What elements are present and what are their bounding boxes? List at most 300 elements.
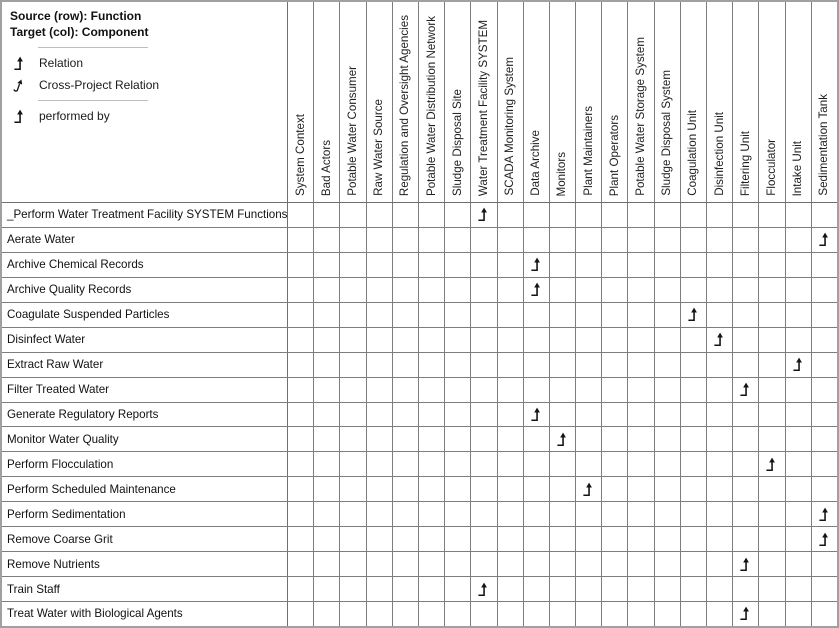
- matrix-cell[interactable]: [628, 403, 654, 427]
- matrix-cell[interactable]: [655, 403, 681, 427]
- matrix-cell[interactable]: [288, 228, 314, 252]
- matrix-cell[interactable]: [655, 353, 681, 377]
- matrix-cell[interactable]: [550, 403, 576, 427]
- matrix-cell[interactable]: [445, 378, 471, 402]
- matrix-cell[interactable]: [602, 328, 628, 352]
- matrix-cell[interactable]: [550, 203, 576, 227]
- matrix-cell[interactable]: [628, 353, 654, 377]
- matrix-cell[interactable]: [288, 378, 314, 402]
- matrix-cell[interactable]: [759, 203, 785, 227]
- matrix-cell[interactable]: [812, 552, 837, 576]
- matrix-cell[interactable]: [550, 577, 576, 601]
- column-header[interactable]: [733, 2, 759, 202]
- matrix-cell[interactable]: [759, 278, 785, 302]
- matrix-cell[interactable]: [759, 427, 785, 451]
- matrix-cell[interactable]: [576, 552, 602, 576]
- matrix-cell[interactable]: [498, 278, 524, 302]
- matrix-cell[interactable]: [812, 602, 837, 626]
- matrix-cell[interactable]: [471, 203, 497, 227]
- matrix-cell[interactable]: [602, 303, 628, 327]
- matrix-cell[interactable]: [602, 278, 628, 302]
- matrix-cell[interactable]: [288, 552, 314, 576]
- matrix-cell[interactable]: [393, 477, 419, 501]
- matrix-cell[interactable]: [393, 602, 419, 626]
- matrix-cell[interactable]: [812, 477, 837, 501]
- matrix-cell[interactable]: [655, 527, 681, 551]
- row-label[interactable]: Filter Treated Water: [2, 378, 288, 402]
- matrix-cell[interactable]: [471, 577, 497, 601]
- row-label[interactable]: Monitor Water Quality: [2, 427, 288, 451]
- matrix-cell[interactable]: [576, 328, 602, 352]
- column-header[interactable]: [655, 2, 681, 202]
- matrix-cell[interactable]: [498, 427, 524, 451]
- matrix-cell[interactable]: [340, 427, 366, 451]
- matrix-cell[interactable]: [786, 477, 812, 501]
- matrix-cell[interactable]: [288, 303, 314, 327]
- row-label[interactable]: Perform Sedimentation: [2, 502, 288, 526]
- matrix-cell[interactable]: [314, 328, 340, 352]
- matrix-cell[interactable]: [419, 303, 445, 327]
- matrix-cell[interactable]: [367, 577, 393, 601]
- matrix-cell[interactable]: [314, 527, 340, 551]
- matrix-cell[interactable]: [707, 602, 733, 626]
- matrix-cell[interactable]: [786, 278, 812, 302]
- matrix-cell[interactable]: [786, 328, 812, 352]
- matrix-cell[interactable]: [524, 502, 550, 526]
- matrix-cell[interactable]: [655, 427, 681, 451]
- matrix-cell[interactable]: [576, 477, 602, 501]
- matrix-cell[interactable]: [314, 303, 340, 327]
- matrix-cell[interactable]: [550, 228, 576, 252]
- matrix-cell[interactable]: [602, 378, 628, 402]
- column-header[interactable]: [367, 2, 393, 202]
- matrix-cell[interactable]: [288, 403, 314, 427]
- matrix-cell[interactable]: [524, 328, 550, 352]
- matrix-cell[interactable]: [393, 303, 419, 327]
- matrix-cell[interactable]: [733, 477, 759, 501]
- matrix-cell[interactable]: [367, 328, 393, 352]
- matrix-cell[interactable]: [681, 228, 707, 252]
- matrix-cell[interactable]: [445, 577, 471, 601]
- matrix-cell[interactable]: [602, 502, 628, 526]
- matrix-cell[interactable]: [628, 228, 654, 252]
- matrix-cell[interactable]: [655, 552, 681, 576]
- matrix-cell[interactable]: [340, 602, 366, 626]
- matrix-cell[interactable]: [524, 577, 550, 601]
- matrix-cell[interactable]: [393, 552, 419, 576]
- matrix-cell[interactable]: [314, 203, 340, 227]
- matrix-cell[interactable]: [471, 253, 497, 277]
- matrix-cell[interactable]: [314, 577, 340, 601]
- matrix-cell[interactable]: [393, 577, 419, 601]
- matrix-cell[interactable]: [759, 602, 785, 626]
- matrix-cell[interactable]: [445, 353, 471, 377]
- column-header[interactable]: [393, 2, 419, 202]
- matrix-cell[interactable]: [471, 477, 497, 501]
- matrix-cell[interactable]: [759, 477, 785, 501]
- matrix-cell[interactable]: [628, 303, 654, 327]
- matrix-cell[interactable]: [393, 427, 419, 451]
- matrix-cell[interactable]: [471, 278, 497, 302]
- matrix-cell[interactable]: [471, 427, 497, 451]
- matrix-cell[interactable]: [393, 228, 419, 252]
- matrix-cell[interactable]: [288, 527, 314, 551]
- matrix-cell[interactable]: [314, 502, 340, 526]
- matrix-cell[interactable]: [445, 502, 471, 526]
- matrix-cell[interactable]: [681, 427, 707, 451]
- matrix-cell[interactable]: [471, 378, 497, 402]
- matrix-cell[interactable]: [498, 303, 524, 327]
- matrix-cell[interactable]: [340, 328, 366, 352]
- matrix-cell[interactable]: [419, 552, 445, 576]
- matrix-cell[interactable]: [314, 353, 340, 377]
- matrix-cell[interactable]: [628, 278, 654, 302]
- matrix-cell[interactable]: [576, 278, 602, 302]
- matrix-cell[interactable]: [340, 502, 366, 526]
- matrix-cell[interactable]: [419, 602, 445, 626]
- matrix-cell[interactable]: [524, 228, 550, 252]
- matrix-cell[interactable]: [812, 303, 837, 327]
- matrix-cell[interactable]: [602, 602, 628, 626]
- matrix-cell[interactable]: [445, 203, 471, 227]
- matrix-cell[interactable]: [393, 328, 419, 352]
- column-header[interactable]: [445, 2, 471, 202]
- matrix-cell[interactable]: [367, 228, 393, 252]
- matrix-cell[interactable]: [550, 502, 576, 526]
- matrix-cell[interactable]: [733, 228, 759, 252]
- matrix-cell[interactable]: [602, 577, 628, 601]
- matrix-cell[interactable]: [445, 228, 471, 252]
- matrix-cell[interactable]: [812, 328, 837, 352]
- matrix-cell[interactable]: [655, 378, 681, 402]
- row-label[interactable]: Train Staff: [2, 577, 288, 601]
- matrix-cell[interactable]: [419, 403, 445, 427]
- matrix-cell[interactable]: [576, 228, 602, 252]
- matrix-cell[interactable]: [812, 228, 837, 252]
- matrix-cell[interactable]: [759, 303, 785, 327]
- matrix-cell[interactable]: [550, 427, 576, 451]
- matrix-cell[interactable]: [471, 403, 497, 427]
- matrix-cell[interactable]: [628, 552, 654, 576]
- matrix-cell[interactable]: [288, 253, 314, 277]
- column-header[interactable]: [550, 2, 576, 202]
- row-label[interactable]: Perform Flocculation: [2, 452, 288, 476]
- column-header[interactable]: [524, 2, 550, 202]
- matrix-cell[interactable]: [655, 303, 681, 327]
- matrix-cell[interactable]: [681, 552, 707, 576]
- matrix-cell[interactable]: [471, 303, 497, 327]
- matrix-cell[interactable]: [786, 577, 812, 601]
- matrix-cell[interactable]: [340, 452, 366, 476]
- matrix-cell[interactable]: [314, 403, 340, 427]
- matrix-cell[interactable]: [655, 577, 681, 601]
- matrix-cell[interactable]: [759, 253, 785, 277]
- matrix-cell[interactable]: [550, 552, 576, 576]
- matrix-cell[interactable]: [786, 452, 812, 476]
- matrix-cell[interactable]: [498, 602, 524, 626]
- row-label[interactable]: Extract Raw Water: [2, 353, 288, 377]
- matrix-cell[interactable]: [655, 203, 681, 227]
- matrix-cell[interactable]: [759, 527, 785, 551]
- matrix-cell[interactable]: [733, 378, 759, 402]
- matrix-cell[interactable]: [602, 527, 628, 551]
- matrix-cell[interactable]: [681, 477, 707, 501]
- matrix-cell[interactable]: [288, 427, 314, 451]
- matrix-cell[interactable]: [550, 378, 576, 402]
- matrix-cell[interactable]: [471, 502, 497, 526]
- matrix-cell[interactable]: [340, 228, 366, 252]
- matrix-cell[interactable]: [655, 278, 681, 302]
- matrix-cell[interactable]: [498, 527, 524, 551]
- matrix-cell[interactable]: [733, 328, 759, 352]
- matrix-cell[interactable]: [367, 452, 393, 476]
- row-label[interactable]: Remove Coarse Grit: [2, 527, 288, 551]
- matrix-cell[interactable]: [812, 203, 837, 227]
- matrix-cell[interactable]: [524, 552, 550, 576]
- column-header[interactable]: [576, 2, 602, 202]
- column-header[interactable]: [419, 2, 445, 202]
- matrix-cell[interactable]: [628, 602, 654, 626]
- matrix-cell[interactable]: [419, 577, 445, 601]
- matrix-cell[interactable]: [367, 502, 393, 526]
- matrix-cell[interactable]: [786, 502, 812, 526]
- matrix-cell[interactable]: [314, 602, 340, 626]
- row-label[interactable]: Treat Water with Biological Agents: [2, 602, 288, 626]
- matrix-cell[interactable]: [812, 278, 837, 302]
- matrix-cell[interactable]: [681, 577, 707, 601]
- matrix-cell[interactable]: [367, 427, 393, 451]
- matrix-cell[interactable]: [759, 378, 785, 402]
- matrix-cell[interactable]: [445, 602, 471, 626]
- matrix-cell[interactable]: [812, 502, 837, 526]
- matrix-cell[interactable]: [524, 378, 550, 402]
- matrix-cell[interactable]: [288, 328, 314, 352]
- matrix-cell[interactable]: [524, 253, 550, 277]
- matrix-cell[interactable]: [550, 278, 576, 302]
- matrix-cell[interactable]: [733, 253, 759, 277]
- row-label[interactable]: _Perform Water Treatment Facility SYSTEM Functions: [2, 203, 288, 227]
- matrix-cell[interactable]: [733, 577, 759, 601]
- matrix-cell[interactable]: [602, 427, 628, 451]
- matrix-cell[interactable]: [733, 278, 759, 302]
- matrix-cell[interactable]: [655, 253, 681, 277]
- matrix-cell[interactable]: [314, 477, 340, 501]
- row-label[interactable]: Archive Quality Records: [2, 278, 288, 302]
- matrix-cell[interactable]: [655, 502, 681, 526]
- matrix-cell[interactable]: [759, 577, 785, 601]
- row-label[interactable]: Perform Scheduled Maintenance: [2, 477, 288, 501]
- column-header[interactable]: [707, 2, 733, 202]
- matrix-cell[interactable]: [367, 353, 393, 377]
- matrix-cell[interactable]: [576, 353, 602, 377]
- matrix-cell[interactable]: [602, 253, 628, 277]
- matrix-cell[interactable]: [550, 452, 576, 476]
- matrix-cell[interactable]: [393, 452, 419, 476]
- matrix-cell[interactable]: [786, 403, 812, 427]
- matrix-cell[interactable]: [812, 253, 837, 277]
- matrix-cell[interactable]: [367, 552, 393, 576]
- row-label[interactable]: Remove Nutrients: [2, 552, 288, 576]
- matrix-cell[interactable]: [812, 403, 837, 427]
- row-label[interactable]: Generate Regulatory Reports: [2, 403, 288, 427]
- matrix-cell[interactable]: [628, 378, 654, 402]
- matrix-cell[interactable]: [445, 328, 471, 352]
- matrix-cell[interactable]: [419, 502, 445, 526]
- matrix-cell[interactable]: [786, 427, 812, 451]
- matrix-cell[interactable]: [498, 253, 524, 277]
- column-header[interactable]: [314, 2, 340, 202]
- matrix-cell[interactable]: [445, 303, 471, 327]
- matrix-cell[interactable]: [628, 452, 654, 476]
- matrix-cell[interactable]: [419, 278, 445, 302]
- matrix-cell[interactable]: [550, 602, 576, 626]
- matrix-cell[interactable]: [576, 403, 602, 427]
- matrix-cell[interactable]: [812, 452, 837, 476]
- matrix-cell[interactable]: [576, 203, 602, 227]
- matrix-cell[interactable]: [471, 328, 497, 352]
- column-header[interactable]: [471, 2, 497, 202]
- matrix-cell[interactable]: [602, 353, 628, 377]
- matrix-cell[interactable]: [550, 477, 576, 501]
- matrix-cell[interactable]: [786, 378, 812, 402]
- matrix-cell[interactable]: [550, 253, 576, 277]
- matrix-cell[interactable]: [314, 228, 340, 252]
- row-label[interactable]: Disinfect Water: [2, 328, 288, 352]
- matrix-cell[interactable]: [393, 527, 419, 551]
- matrix-cell[interactable]: [314, 552, 340, 576]
- matrix-cell[interactable]: [524, 602, 550, 626]
- matrix-cell[interactable]: [759, 328, 785, 352]
- matrix-cell[interactable]: [340, 577, 366, 601]
- matrix-cell[interactable]: [759, 228, 785, 252]
- matrix-cell[interactable]: [393, 253, 419, 277]
- matrix-cell[interactable]: [367, 278, 393, 302]
- matrix-cell[interactable]: [419, 203, 445, 227]
- matrix-cell[interactable]: [498, 403, 524, 427]
- matrix-cell[interactable]: [550, 328, 576, 352]
- matrix-cell[interactable]: [419, 328, 445, 352]
- matrix-cell[interactable]: [786, 527, 812, 551]
- matrix-cell[interactable]: [393, 203, 419, 227]
- matrix-cell[interactable]: [786, 253, 812, 277]
- matrix-cell[interactable]: [681, 602, 707, 626]
- matrix-cell[interactable]: [733, 303, 759, 327]
- column-header[interactable]: [759, 2, 785, 202]
- matrix-cell[interactable]: [288, 278, 314, 302]
- matrix-cell[interactable]: [498, 502, 524, 526]
- matrix-cell[interactable]: [288, 502, 314, 526]
- matrix-cell[interactable]: [628, 253, 654, 277]
- row-label[interactable]: Archive Chemical Records: [2, 253, 288, 277]
- matrix-cell[interactable]: [393, 378, 419, 402]
- matrix-cell[interactable]: [445, 427, 471, 451]
- matrix-cell[interactable]: [707, 452, 733, 476]
- matrix-cell[interactable]: [445, 253, 471, 277]
- matrix-cell[interactable]: [524, 477, 550, 501]
- matrix-cell[interactable]: [340, 477, 366, 501]
- matrix-cell[interactable]: [498, 452, 524, 476]
- matrix-cell[interactable]: [759, 403, 785, 427]
- matrix-cell[interactable]: [340, 403, 366, 427]
- matrix-cell[interactable]: [288, 353, 314, 377]
- matrix-cell[interactable]: [812, 577, 837, 601]
- column-header[interactable]: [786, 2, 812, 202]
- matrix-cell[interactable]: [786, 353, 812, 377]
- column-header[interactable]: [628, 2, 654, 202]
- matrix-cell[interactable]: [681, 403, 707, 427]
- matrix-cell[interactable]: [576, 427, 602, 451]
- matrix-cell[interactable]: [445, 552, 471, 576]
- matrix-cell[interactable]: [498, 228, 524, 252]
- matrix-cell[interactable]: [419, 527, 445, 551]
- matrix-cell[interactable]: [498, 353, 524, 377]
- matrix-cell[interactable]: [602, 452, 628, 476]
- matrix-cell[interactable]: [786, 203, 812, 227]
- matrix-cell[interactable]: [498, 378, 524, 402]
- matrix-cell[interactable]: [419, 452, 445, 476]
- column-header[interactable]: [288, 2, 314, 202]
- matrix-cell[interactable]: [681, 378, 707, 402]
- matrix-cell[interactable]: [707, 427, 733, 451]
- matrix-cell[interactable]: [419, 477, 445, 501]
- matrix-cell[interactable]: [367, 378, 393, 402]
- matrix-cell[interactable]: [524, 403, 550, 427]
- matrix-cell[interactable]: [655, 477, 681, 501]
- matrix-cell[interactable]: [707, 502, 733, 526]
- matrix-cell[interactable]: [733, 427, 759, 451]
- matrix-cell[interactable]: [524, 427, 550, 451]
- matrix-cell[interactable]: [628, 502, 654, 526]
- matrix-cell[interactable]: [576, 502, 602, 526]
- matrix-cell[interactable]: [340, 253, 366, 277]
- matrix-cell[interactable]: [419, 253, 445, 277]
- matrix-cell[interactable]: [314, 427, 340, 451]
- matrix-cell[interactable]: [655, 602, 681, 626]
- matrix-cell[interactable]: [681, 253, 707, 277]
- column-header[interactable]: [602, 2, 628, 202]
- matrix-cell[interactable]: [786, 303, 812, 327]
- matrix-cell[interactable]: [524, 203, 550, 227]
- matrix-cell[interactable]: [576, 577, 602, 601]
- matrix-cell[interactable]: [707, 527, 733, 551]
- matrix-cell[interactable]: [733, 203, 759, 227]
- matrix-cell[interactable]: [524, 452, 550, 476]
- matrix-cell[interactable]: [681, 203, 707, 227]
- matrix-cell[interactable]: [498, 203, 524, 227]
- matrix-cell[interactable]: [340, 278, 366, 302]
- matrix-cell[interactable]: [733, 502, 759, 526]
- matrix-cell[interactable]: [314, 452, 340, 476]
- matrix-cell[interactable]: [812, 527, 837, 551]
- matrix-cell[interactable]: [681, 527, 707, 551]
- matrix-cell[interactable]: [445, 278, 471, 302]
- matrix-cell[interactable]: [524, 278, 550, 302]
- row-label[interactable]: Aerate Water: [2, 228, 288, 252]
- matrix-cell[interactable]: [498, 328, 524, 352]
- matrix-cell[interactable]: [367, 527, 393, 551]
- matrix-cell[interactable]: [471, 602, 497, 626]
- matrix-cell[interactable]: [576, 452, 602, 476]
- matrix-cell[interactable]: [340, 552, 366, 576]
- matrix-cell[interactable]: [288, 452, 314, 476]
- matrix-cell[interactable]: [340, 527, 366, 551]
- matrix-cell[interactable]: [498, 477, 524, 501]
- matrix-cell[interactable]: [681, 328, 707, 352]
- row-label[interactable]: Coagulate Suspended Particles: [2, 303, 288, 327]
- matrix-cell[interactable]: [367, 403, 393, 427]
- matrix-cell[interactable]: [602, 477, 628, 501]
- matrix-cell[interactable]: [733, 552, 759, 576]
